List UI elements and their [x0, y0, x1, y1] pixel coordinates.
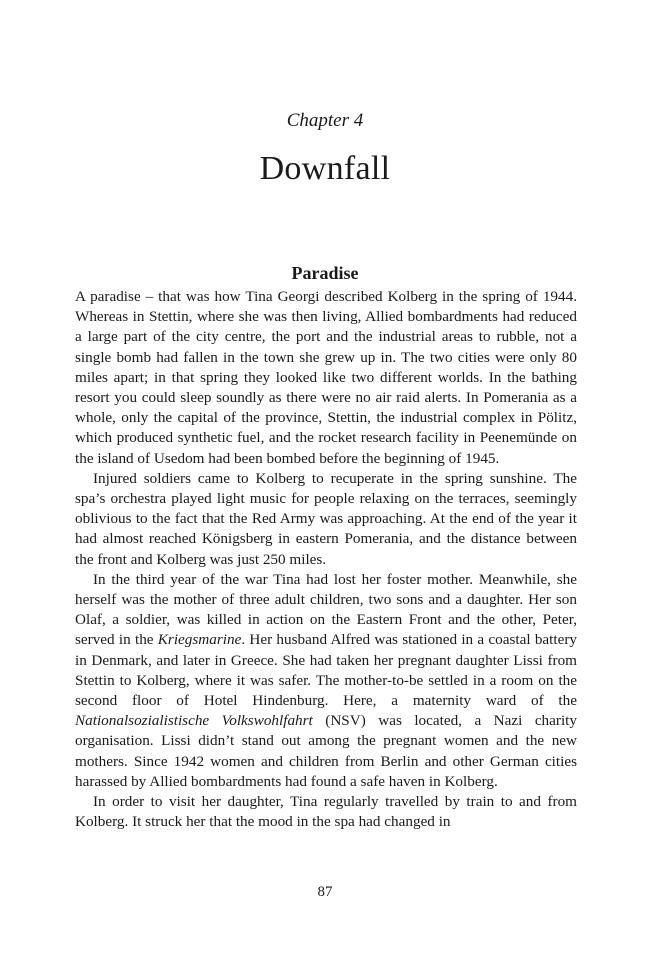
- section-heading: Paradise: [291, 263, 359, 283]
- body-text: [75, 287, 577, 832]
- italic-term-nsv: Nationalsozialistische Volkswohlfahrt: [75, 712, 313, 730]
- paragraph-4: In order to visit her daughter, Tina regularly travelled by train to and from Kolberg. It struck her that the mood in the spa had changed in: [75, 793, 577, 831]
- paragraph-1: A paradise – that was how Tina Georgi described Kolberg in the spring of 1944. Whereas in Stettin, where she was then living, Allied bombardments had reduced a large part of the city centre, the port and the industrial areas to rubble, not a single bomb had fallen in the town she grew up in. The two cities were only 80 miles apart; in that spring they looked like two different worlds. In the bathing resort you could sleep soundly as there were no air raid alerts. In Pomerania as a whole, only the capital of the province, Stettin, the industrial complex in Pölitz, which produced synthetic fuel, and the rocket research facility in Peenemünde on the island of Usedom had been bombed before the beginning of 1945.: [75, 288, 577, 467]
- italic-term-kriegsmarine: Kriegsmarine: [157, 631, 242, 649]
- page-number: 87: [317, 884, 333, 900]
- paragraph-2: Injured soldiers came to Kolberg to recuperate in the spring sunshine. The spa’s orchestra played light music for people relaxing on the terraces, seemingly oblivious to the fact that the Red Army was approaching. At the end of the year it had almost reached Königsberg in eastern Pomerania, and the distance between the front and Kolberg was just 250 miles.: [75, 469, 577, 568]
- paragraph-3-part-2: . Her husband Alfred was stationed in a coastal battery in Denmark, and later in Greece. She had taken her pregnant daughter Lissi from Stettin to Kolberg, where it was safer. The mother-to-be settled in a room on the second floor of Hotel Hindenburg. Here, a maternity ward of the: [75, 631, 577, 710]
- paragraph-3-part-1: In the third year of the war Tina had lost her foster mother. Meanwhile, she herself was the mother of three adult children, two sons and a daughter. Her son Olaf, a soldier, was killed in action on the Eastern Front and the other, Peter, served in the: [75, 570, 577, 649]
- chapter-label: Chapter 4: [286, 110, 364, 131]
- paragraph-3: [75, 570, 577, 792]
- paragraph-3-part-3: (NSV) was located, a Nazi charity organisation. Lissi didn’t stand out among the pregnant women and the new mothers. Since 1942 women and children from Berlin and other German cities harassed by Allied bombardments had found a safe haven in Kolberg.: [75, 712, 577, 790]
- chapter-title: Downfall: [259, 150, 391, 187]
